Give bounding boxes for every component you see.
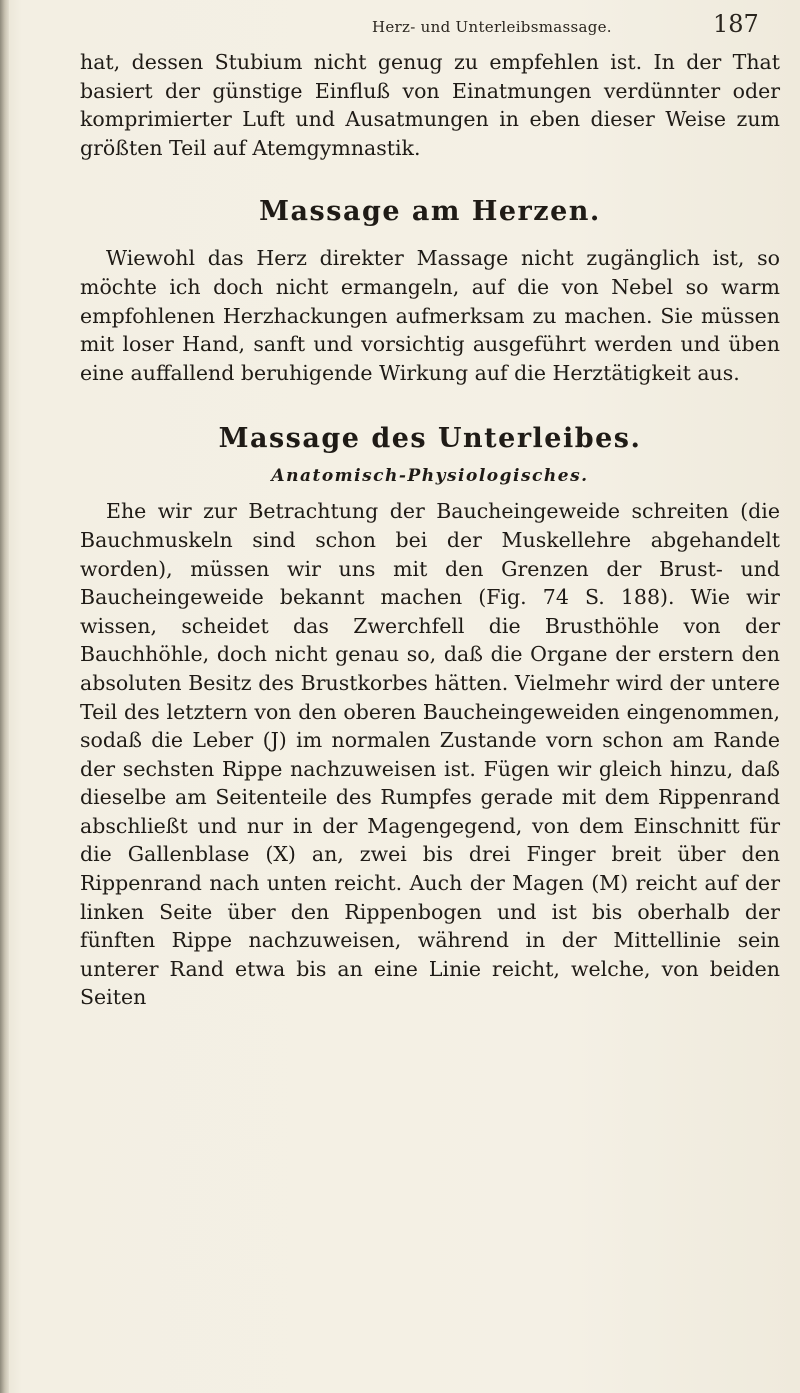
- paragraph-abdomen: Ehe wir zur Betrachtung der Baucheingeweide schreiten (die Bauchmuskeln sind schon bei der Muskellehre abgehandelt worden), müssen wir uns mit den Grenzen der Brust- und Baucheingeweide bekannt machen (Fig. 74 S. 188). Wie wir wissen, scheidet das Zwerchfell die Brusthöhle von der Bauchhöhle, doch nicht genau so, daß die Organe der erstern den absoluten Besitz des Brustkorbes hätten. Vielmehr wird der untere Teil des letztern von den oberen Baucheingeweiden eingenommen, sodaß die Leber (J) im normalen Zustande vorn schon am Rande der sechsten Rippe nachzuweisen ist. Fügen wir gleich hinzu, daß dieselbe am Seitenteile des Rumpfes gerade mit dem Rippenrand abschließt und nur in der Magengegend, von dem Einschnitt für die Gallenblase (X) an, zwei bis drei Finger breit über den Rippenrand nach unten reicht. Auch der Magen (M) reicht auf der linken Seite über den Rippenbogen und ist bis oberhalb der fünften Rippe nachzuweisen, während in der Mittellinie sein unterer Rand etwa bis an eine Linie reicht, welche, von beiden Seiten: [80, 499, 780, 1010]
- paragraph-intro: hat, dessen Stubium nicht genug zu empfehlen ist. In der That basiert der günstige Einfluß von Einatmungen verdünnter oder komprimierter Luft und Ausatmungen in eben dieser Weise zum größten Teil auf Atemgymnastik.: [80, 50, 780, 160]
- running-title: Herz- und Unterleibsmassage.: [372, 18, 612, 36]
- subheading-anatomical-physiological: Anatomisch-Physiologisches.: [271, 466, 589, 487]
- page-gutter-shadow: [0, 0, 9, 1393]
- heading-massage-abdomen: Massage des Unterleibes.: [218, 423, 642, 455]
- heading-massage-heart: Massage am Herzen.: [259, 196, 601, 228]
- page-body: [80, 48, 780, 1012]
- paragraph-heart: Wiewohl das Herz direkter Massage nicht zugänglich ist, so möchte ich doch nicht ermangeln, auf die von Nebel so warm empfohlenen Herzhackungen aufmerksam zu machen. Sie müssen mit loser Hand, sanft und vorsichtig ausgeführt werden und üben eine auffallend beruhigende Wirkung auf die Herztätigkeit aus.: [80, 246, 780, 385]
- page-number: 187: [713, 10, 759, 38]
- running-head: [0, 6, 800, 46]
